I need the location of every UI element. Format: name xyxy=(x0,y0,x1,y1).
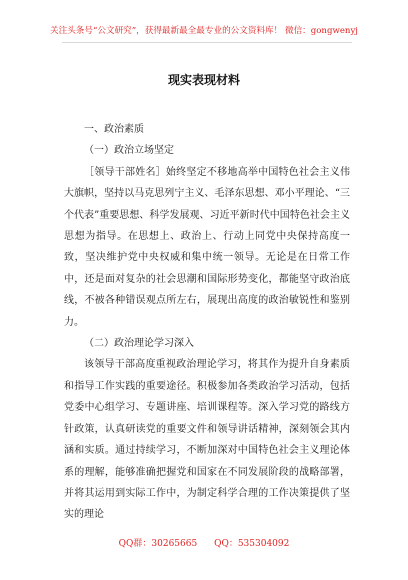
header-promo-note: 关注头条号“公文研究”，获得最新最全最专业的公文资料库！ 微信：gongwenyj xyxy=(50,26,358,36)
subsection-heading-theory-study: （二）政治理论学习深入 xyxy=(84,338,194,350)
paragraph-political-stance: ［领导干部姓名］始终坚定不移地高举中国特色社会主义伟大旗帜，坚持以马克思列宁主义、毛泽东思想、邓小平理论、“三个代表”重要思想、科学发展观、习近平新时代中国特色社会主义思想为指导。在思想上、政治上、行动上同党中央保持高度一致，坚决维护党中央权威和集中统一领导。无论是在日常工作中，还是面对复杂的社会思潮和国际形势变化，都能坚守政治底线，不被各种错误观点所左右，展现出高度的政治敏锐性和鉴别力。 xyxy=(64,166,350,328)
section-heading-political-quality: 一、政治素质 xyxy=(84,124,144,135)
document-body xyxy=(64,119,350,526)
paragraph-theory-study: 该领导干部高度重视政治理论学习，将其作为提升自身素质和指导工作实践的重要途径。积极参加各类政治学习活动，包括党委中心组学习、专题讲座、培训课程等。深入学习党的路线方针政策，认真研读党的重要文件和领导讲话精神，深刻领会其内涵和实质。通过持续学习，不断加深对中国特色社会主义理论体系的理解，能够准确把握党和国家在不同发展阶段的战略部署，并将其运用到实际工作中，为制定科学合理的工作决策提供了坚实的理论 xyxy=(64,359,350,521)
document-title: 现实表现材料 xyxy=(167,73,240,87)
header-divider xyxy=(62,42,352,43)
footer-qq-contact: QQ群：30265665 QQ：535304092 xyxy=(118,539,290,549)
subsection-heading-political-stance: （一）政治立场坚定 xyxy=(84,145,174,157)
